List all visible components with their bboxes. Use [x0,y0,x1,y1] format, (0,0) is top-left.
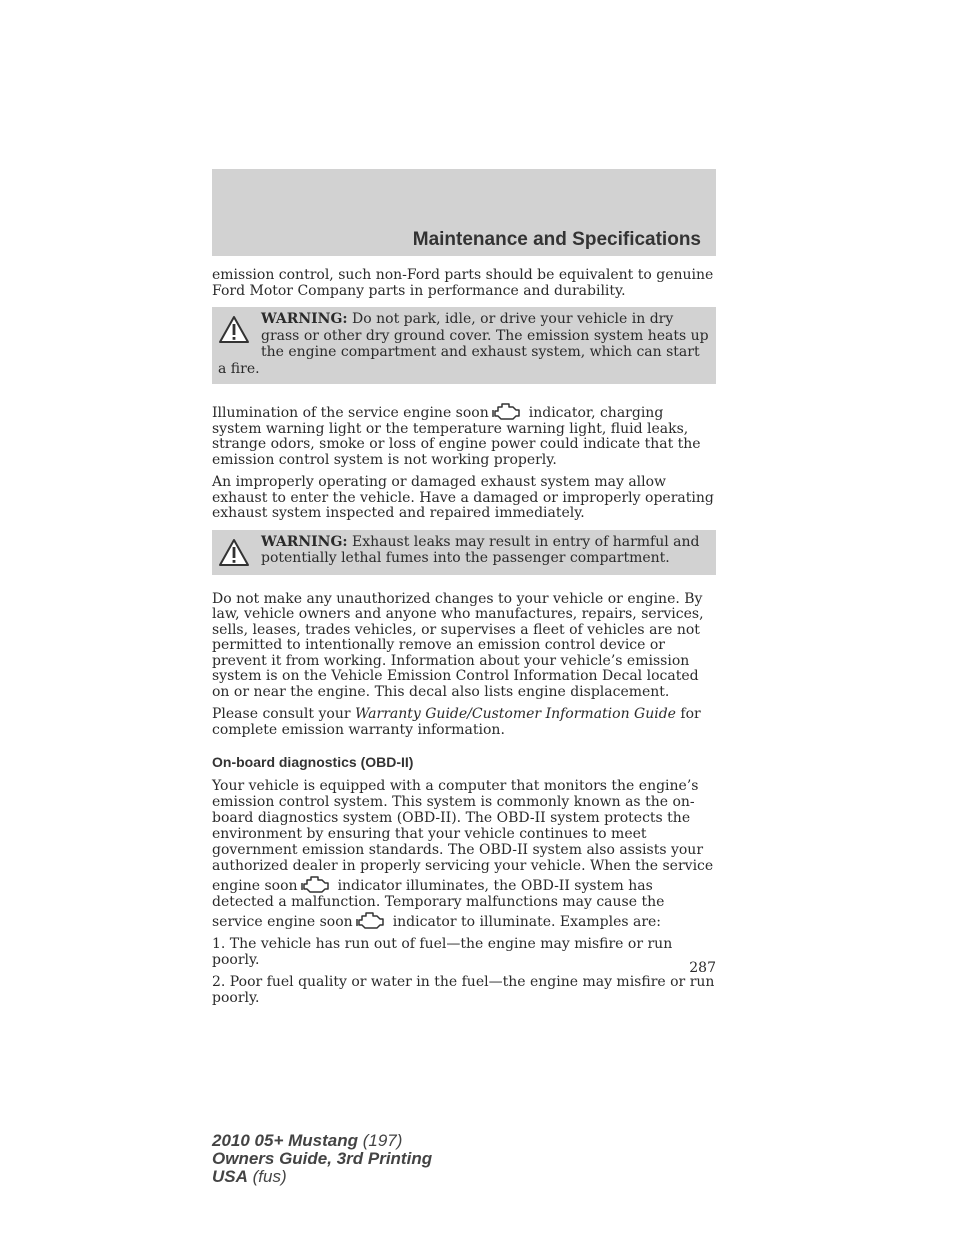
check-engine-icon [492,401,522,421]
consult-text-after: for complete emission warranty information. [212,706,701,738]
intro-paragraph: emission control, such non-Ford parts should be equivalent to genuine Ford Motor Company parts in performance and durability. [212,267,714,299]
check-engine-icon [356,910,386,930]
page-number: 287 [689,960,716,976]
illumination-paragraph [212,401,716,468]
warning-box-exhaust [212,530,716,575]
illumination-text-after: indicator, charging system warning light or the temperature warning light, fluid leaks, strange odors, smoke or loss of engine power could indicate that the emission control system is not working properly. [212,405,701,468]
footer-guide: Owners Guide, 3rd Printing [212,1149,433,1168]
warning-box-fire [212,307,716,384]
warning-text: Do not park, idle, or drive your vehicle in dry grass or other dry ground cover. The emission system heats up the engine compartment and exhaust system, which can start a fire. [218,311,709,377]
check-engine-icon [301,874,331,894]
footer-market: USA [212,1167,248,1186]
footer-model: 2010 05+ Mustang [212,1131,358,1150]
illumination-text-before: Illumination of the service engine soon [212,405,489,421]
section-header-band [212,169,716,256]
obd-text-part1: Your vehicle is equipped with a computer that monitors the engine’s emission control system. This system is commonly known as the on-board diagnostics system (OBD-II). The OBD-II system protects the environment by ensuring that your vehicle continues to meet government emission standards. The OBD-II system also assists your authorized dealer in properly servicing your vehicle. When the service engine soon [212,778,714,894]
warranty-guide-title: Warranty Guide/Customer Information Guide [355,706,676,722]
exhaust-paragraph: An improperly operating or damaged exhaust system may allow exhaust to enter the vehicle. Have a damaged or improperly operating exhaust system inspected and repaired immediately. [212,474,714,521]
obd-section-heading: On-board diagnostics (OBD-II) [212,754,414,770]
obd-text-part3: indicator to illuminate. Examples are: [392,914,662,930]
warning-text: Exhaust leaks may result in entry of harmful and potentially lethal fumes into the passenger compartment. [261,533,700,566]
warning-triangle-icon [218,538,250,568]
list-item: 2. Poor fuel quality or water in the fuel—the engine may misfire or run poorly. [212,974,715,1006]
warning-label: WARNING: [261,311,348,327]
obd-text-part2: indicator illuminates, the OBD-II system has detected a malfunction. Temporary malfunctions may cause the service engine soon [212,878,665,930]
footer-market-code: (fus) [247,1167,287,1186]
footer-line-market [212,1168,432,1186]
footer-line-model [212,1132,432,1150]
body-column [212,268,716,1013]
consult-paragraph [212,707,716,738]
unauthorized-changes-paragraph: Do not make any unauthorized changes to your vehicle or engine. By law, vehicle owners and anyone who manufactures, repairs, services, sells, leases, trades vehicles, or supervises a fleet of vehicles are not permitted to intentionally remove an emission control device or prevent it from working. Information about your vehicle’s emission system is on the Vehicle Emission Control Information Decal located on or near the engine. This decal also lists engine displacement. [212,590,704,700]
list-item: 1. The vehicle has run out of fuel—the engine may misfire or run poorly. [212,936,673,968]
obd-paragraph [212,778,716,930]
warning-label: WARNING: [261,533,348,550]
warning-triangle-icon [218,315,250,345]
footer-line-guide [212,1150,432,1168]
section-title: Maintenance and Specifications [412,229,701,250]
consult-text-before: Please consult your [212,706,355,722]
footer-model-code: (197) [358,1131,403,1150]
document-footer [212,1132,432,1186]
